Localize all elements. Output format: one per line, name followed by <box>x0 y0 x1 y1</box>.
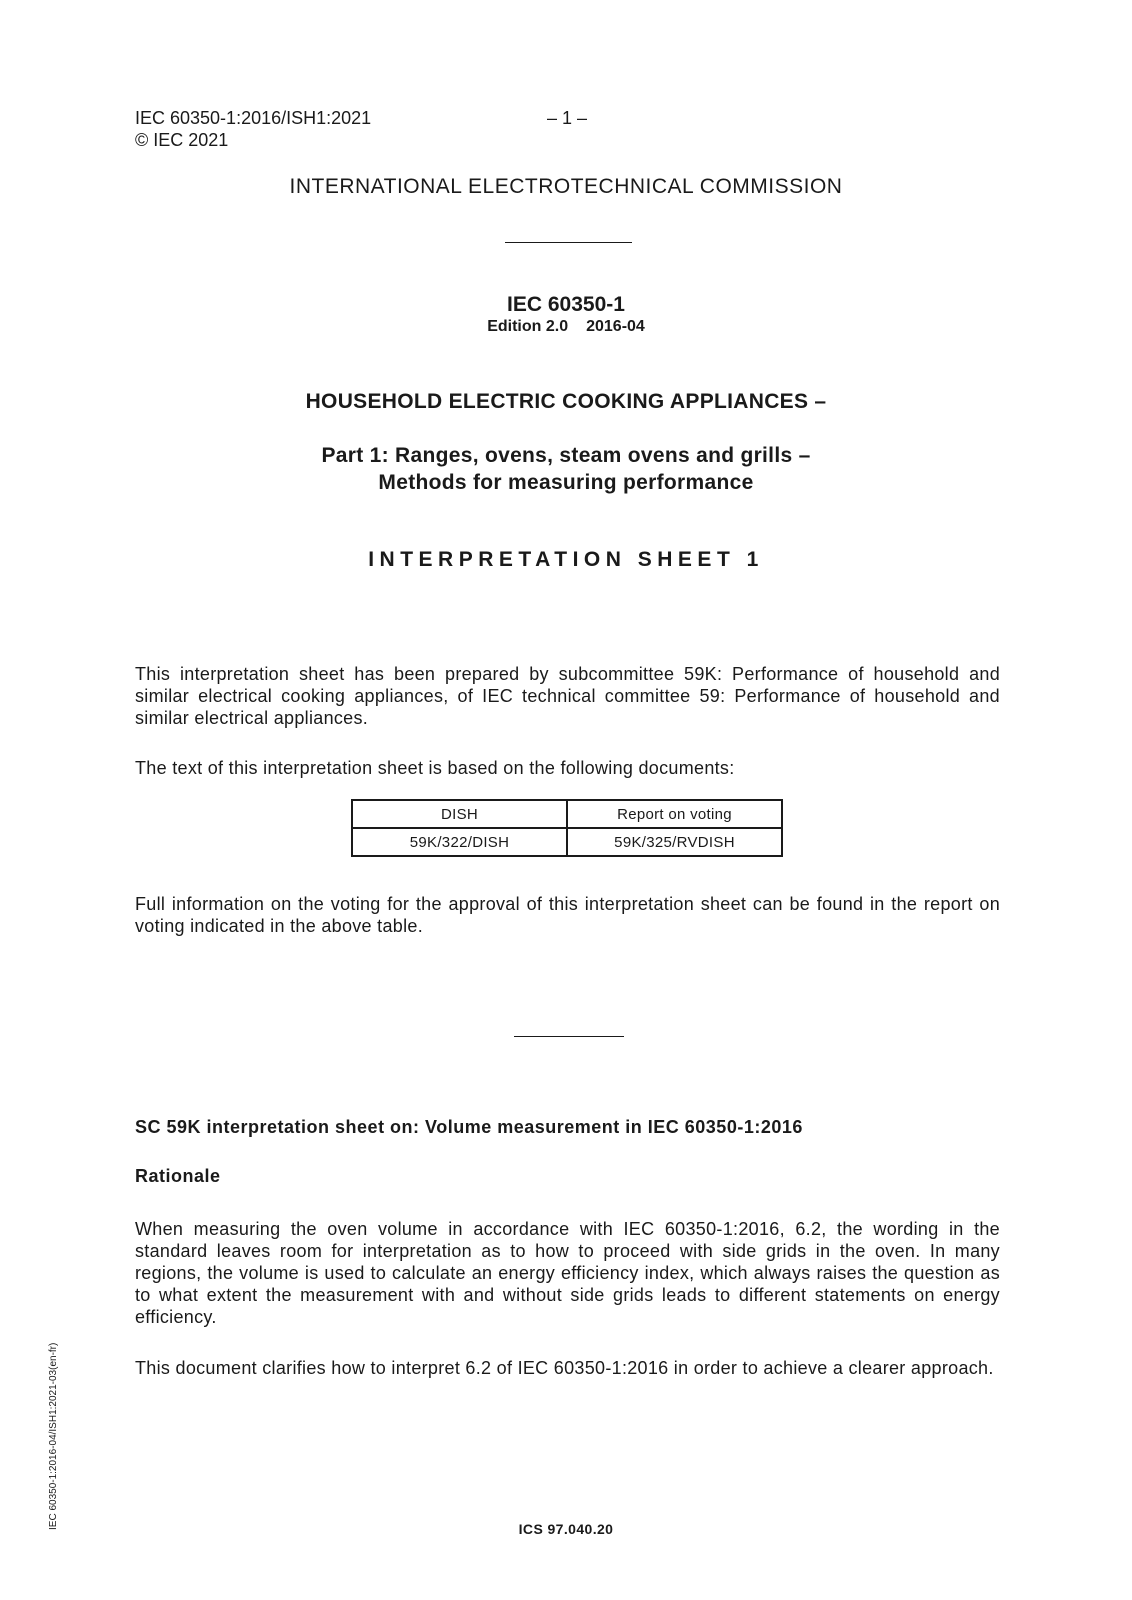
rationale-heading: Rationale <box>135 1166 221 1186</box>
ics-code: ICS 97.040.20 <box>518 1521 614 1537</box>
sheet-title: INTERPRETATION SHEET 1 <box>368 548 764 571</box>
standard-number: IEC 60350-1 <box>507 293 625 316</box>
header-doc-info <box>135 107 371 151</box>
intro-paragraph: This interpretation sheet has been prepared by subcommittee 59K: Performance of household and similar electrical cooking appliances, of IEC technical committee 59: Performance of household and similar electrical appliances. <box>135 664 1000 728</box>
rationale-paragraph-2: This document clarifies how to interpret 6.2 of IEC 60350-1:2016 in order to achieve a clearer approach. <box>135 1358 994 1378</box>
divider-top <box>505 242 632 243</box>
documents-table <box>351 799 783 857</box>
table-header-cell-dish: DISH <box>352 800 567 828</box>
part-title-line2: Methods for measuring performance <box>378 471 754 494</box>
header-copyright: © IEC 2021 <box>135 130 229 150</box>
divider-middle <box>514 1036 624 1037</box>
table-row <box>352 828 782 856</box>
edition-date: 2016-04 <box>586 318 645 335</box>
table-cell-rvdish-ref: 59K/325/RVDISH <box>567 828 782 856</box>
header-doc-ref: IEC 60350-1:2016/ISH1:2021 <box>135 108 372 128</box>
main-title: HOUSEHOLD ELECTRIC COOKING APPLIANCES – <box>305 390 827 413</box>
table-header-cell-report: Report on voting <box>567 800 782 828</box>
part-title <box>0 442 1132 496</box>
voting-info-paragraph: Full information on the voting for the approval of this interpretation sheet can be found in the report on voting indicated in the above table. <box>135 894 1000 936</box>
documents-intro-paragraph: The text of this interpretation sheet is based on the following documents: <box>135 758 735 778</box>
table-header-row <box>352 800 782 828</box>
table-cell-dish-ref: 59K/322/DISH <box>352 828 567 856</box>
edition-label: Edition 2.0 <box>487 318 569 335</box>
edition-line <box>0 318 1132 336</box>
page-number: – 1 – <box>547 108 588 128</box>
organization-name: INTERNATIONAL ELECTROTECHNICAL COMMISSION <box>289 175 843 198</box>
rationale-paragraph-1: When measuring the oven volume in accordance with IEC 60350-1:2016, 6.2, the wording in the standard leaves room for interpretation as to how to proceed with side grids in the oven. In many regions, the volume is used to calculate an energy efficiency index, which always raises the question as to what extent the measurement with and without side grids leads to different statements on energy efficiency. <box>135 1219 1000 1327</box>
sc-interpretation-heading: SC 59K interpretation sheet on: Volume measurement in IEC 60350-1:2016 <box>135 1117 803 1137</box>
part-title-line1: Part 1: Ranges, ovens, steam ovens and grills – <box>321 444 811 467</box>
side-reference: IEC 60350-1:2016-04/ISH1:2021-03(en-fr) <box>48 1342 59 1530</box>
